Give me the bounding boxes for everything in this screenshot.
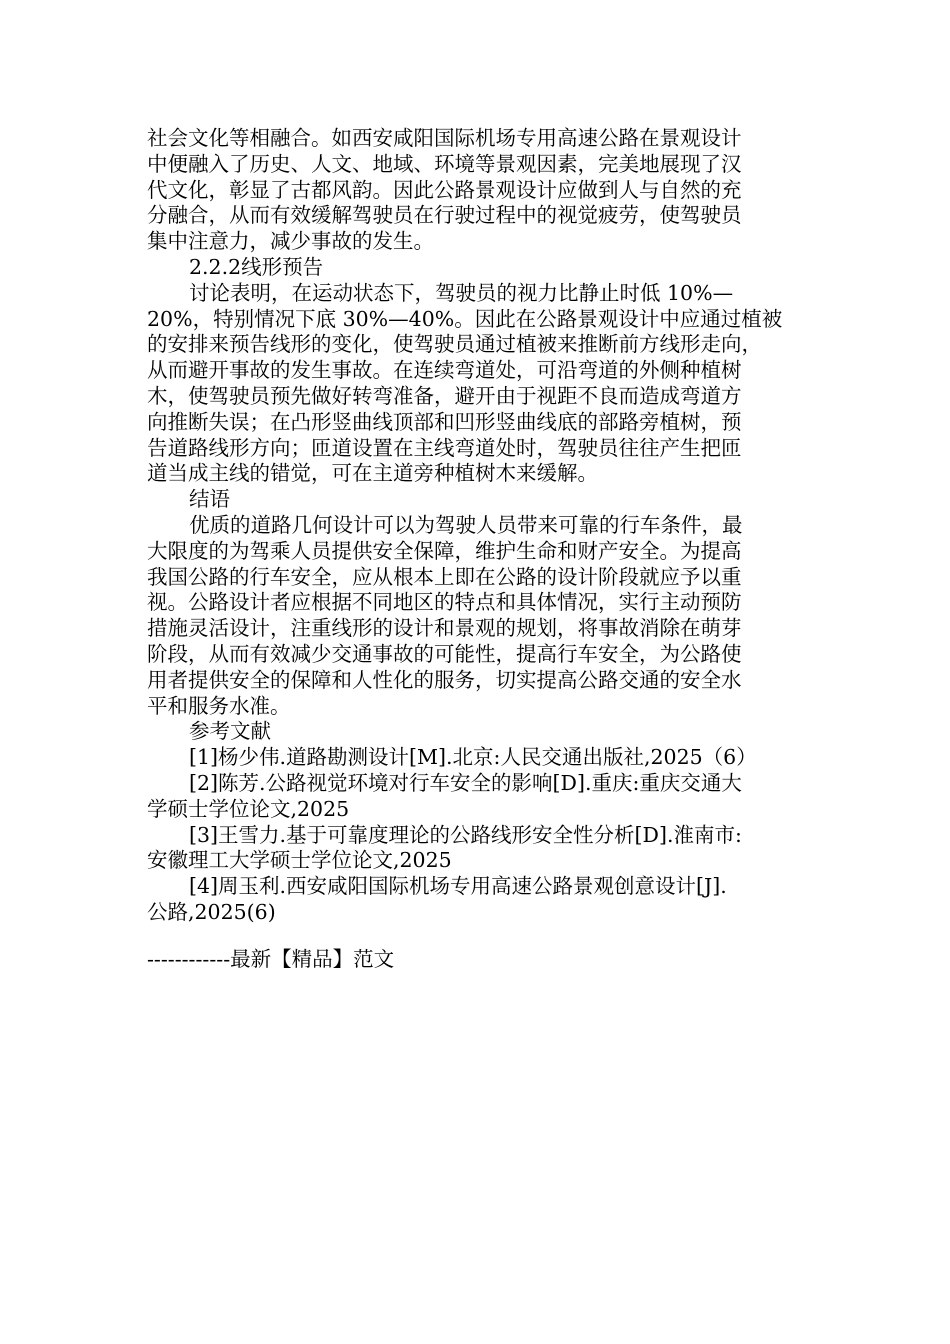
paragraph-line: 措施灵活设计，注重线形的设计和景观的规划，将事故消除在萌芽 — [147, 616, 742, 641]
paragraph-line: 阶段，从而有效减少交通事故的可能性，提高行车安全，为公路使 — [147, 641, 742, 666]
paragraph-line: 平和服务水准。 — [147, 693, 291, 718]
paragraph-line: 我国公路的行车安全，应从根本上即在公路的设计阶段就应予以重 — [147, 564, 742, 589]
paragraph-line: 代文化，彰显了古都风韵。因此公路景观设计应做到人与自然的充 — [147, 177, 742, 202]
paragraph-line: 大限度的为驾乘人员提供安全保障，维护生命和财产安全。为提高 — [147, 538, 742, 563]
reference-item-4: [4]周玉利.西安咸阳国际机场专用高速公路景观创意设计[J]. — [189, 874, 727, 899]
paragraph-line: 用者提供安全的保障和人性化的服务，切实提高公路交通的安全水 — [147, 667, 742, 692]
section-heading-2-2-2: 2.2.2线形预告 — [189, 254, 324, 279]
paragraph-line: 20%，特别情况下底 30%—40%。因此在公路景观设计中应通过植被 — [147, 306, 783, 331]
paragraph-line: 从而避开事故的发生事故。在连续弯道处，可沿弯道的外侧种植树 — [147, 358, 742, 383]
document-body — [147, 126, 807, 926]
reference-item-3-continued: 安徽理工大学硕士学位论文,2025 — [147, 848, 452, 873]
paragraph-line: 社会文化等相融合。如西安咸阳国际机场专用高速公路在景观设计 — [147, 126, 742, 150]
paragraph-line: 视。公路设计者应根据不同地区的特点和具体情况，实行主动预防 — [147, 590, 742, 615]
paragraph-line: 集中注意力，减少事故的发生。 — [147, 229, 434, 254]
reference-item-2: [2]陈芳.公路视觉环境对行车安全的影响[D].重庆:重庆交通大 — [189, 770, 742, 795]
paragraph-line: 中便融入了历史、人文、地域、环境等景观因素，完美地展现了汉 — [147, 151, 742, 176]
paragraph-line: 道当成主线的错觉，可在主道旁种植树木来缓解。 — [147, 461, 598, 486]
section-heading-references: 参考文献 — [189, 719, 271, 744]
paragraph-line: 告道路线形方向；匝道设置在主线弯道处时，驾驶员往往产生把匝 — [147, 435, 742, 460]
footer-banner: ------------最新【精品】范文 — [147, 947, 395, 971]
paragraph-line: 讨论表明，在运动状态下，驾驶员的视力比静止时低 10%— — [189, 280, 734, 305]
reference-item-2-continued: 学硕士学位论文,2025 — [147, 796, 350, 821]
paragraph-line: 优质的道路几何设计可以为驾驶人员带来可靠的行车条件，最 — [189, 512, 743, 537]
paragraph-line: 的安排来预告线形的变化，使驾驶员通过植被来推断前方线形走向， — [147, 332, 762, 357]
paragraph-line: 木，使驾驶员预先做好转弯准备，避开由于视距不良而造成弯道方 — [147, 383, 742, 408]
reference-item-3: [3]王雪力.基于可靠度理论的公路线形安全性分析[D].淮南市: — [189, 822, 742, 847]
section-heading-conclusion: 结语 — [189, 487, 230, 512]
reference-item-4-continued: 公路,2025(6) — [147, 899, 276, 924]
paragraph-line: 向推断失误；在凸形竖曲线顶部和凹形竖曲线底的部路旁植树，预 — [147, 409, 742, 434]
paragraph-line: 分融合，从而有效缓解驾驶员在行驶过程中的视觉疲劳，使驾驶员 — [147, 203, 742, 228]
reference-item-1: [1]杨少伟.道路勘测设计[M].北京:人民交通出版社,2025（6） — [189, 745, 757, 770]
